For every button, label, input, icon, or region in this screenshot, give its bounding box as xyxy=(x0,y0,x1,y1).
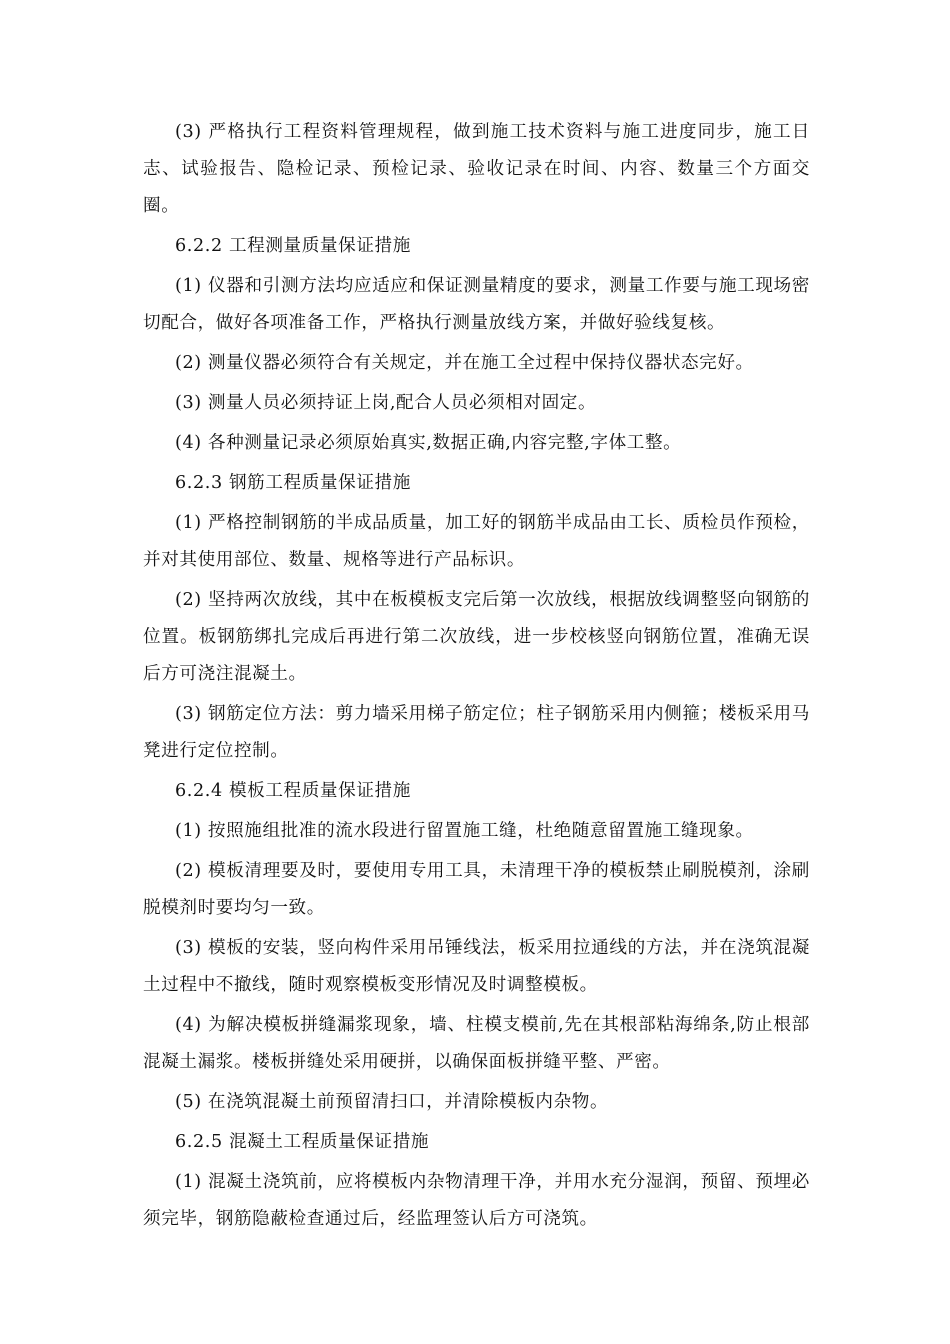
paragraph-6-2-3-item-3: (3) 钢筋定位方法：剪力墙采用梯子筋定位；柱子钢筋采用内侧箍；楼板采用马凳进行定位控制。 xyxy=(143,704,810,761)
section-heading-6-2-2: 6.2.2 工程测量质量保证措施 xyxy=(175,236,411,256)
paragraph-6-2-4-item-3: (3) 模板的安装，竖向构件采用吊锤线法，板采用拉通线的方法，并在浇筑混凝土过程中不撤线，随时观察模板变形情况及时调整模板。 xyxy=(143,938,810,995)
paragraph-6-2-5-item-1: (1) 混凝土浇筑前，应将模板内杂物清理干净，并用水充分湿润，预留、预埋必须完毕，钢筋隐蔽检查通过后，经监理签认后方可浇筑。 xyxy=(143,1172,810,1229)
paragraph-6-2-4-item-5: (5) 在浇筑混凝土前预留清扫口，并清除模板内杂物。 xyxy=(175,1092,609,1112)
paragraph-6-2-2-item-2: (2) 测量仪器必须符合有关规定，并在施工全过程中保持仪器状态完好。 xyxy=(175,353,754,373)
paragraph-6-2-4-item-4: (4) 为解决模板拼缝漏浆现象，墙、柱模支模前,先在其根部粘海绵条,防止根部混凝土漏浆。楼板拼缝处采用硬拼，以确保面板拼缝平整、严密。 xyxy=(143,1015,810,1072)
document-body xyxy=(143,114,810,1241)
paragraph-6-2-4-item-1: (1) 按照施组批准的流水段进行留置施工缝，杜绝随意留置施工缝现象。 xyxy=(175,821,754,841)
section-heading-6-2-5: 6.2.5 混凝土工程质量保证措施 xyxy=(175,1132,430,1152)
paragraph-6-2-2-item-1: (1) 仪器和引测方法均应适应和保证测量精度的要求，测量工作要与施工现场密切配合，做好各项准备工作，严格执行测量放线方案，并做好验线复核。 xyxy=(143,276,810,333)
paragraph-6-2-3-item-1: (1) 严格控制钢筋的半成品质量，加工好的钢筋半成品由工长、质检员作预检，并对其使用部位、数量、规格等进行产品标识。 xyxy=(143,513,810,570)
paragraph-6-2-3-item-2: (2) 坚持两次放线，其中在板模板支完后第一次放线，根据放线调整竖向钢筋的位置。板钢筋绑扎完成后再进行第二次放线，进一步校核竖向钢筋位置，准确无误后方可浇注混凝土。 xyxy=(143,590,810,684)
paragraph-6-2-1-item-3: (3) 严格执行工程资料管理规程，做到施工技术资料与施工进度同步，施工日志、试验报告、隐检记录、预检记录、验收记录在时间、内容、数量三个方面交圈。 xyxy=(143,122,810,216)
paragraph-6-2-4-item-2: (2) 模板清理要及时，要使用专用工具，未清理干净的模板禁止刷脱模剂，涂刷脱模剂时要均匀一致。 xyxy=(143,861,810,918)
section-heading-6-2-3: 6.2.3 钢筋工程质量保证措施 xyxy=(175,473,411,493)
section-heading-6-2-4: 6.2.4 模板工程质量保证措施 xyxy=(175,781,411,801)
paragraph-6-2-2-item-4: (4) 各种测量记录必须原始真实,数据正确,内容完整,字体工整。 xyxy=(175,433,682,453)
paragraph-6-2-2-item-3: (3) 测量人员必须持证上岗,配合人员必须相对固定。 xyxy=(175,393,597,413)
